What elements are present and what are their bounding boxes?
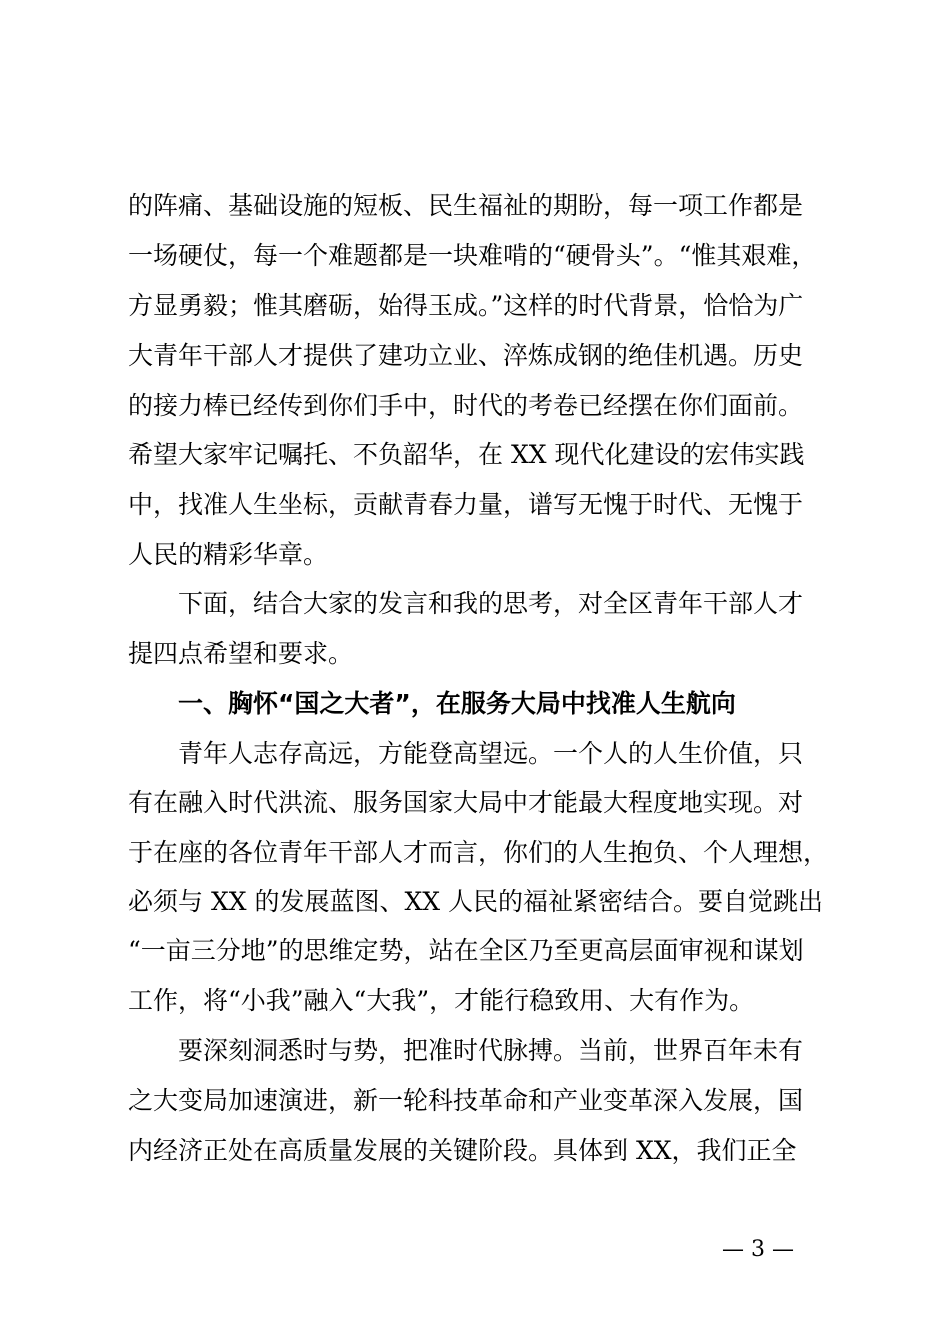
body-line-13: 有在融入时代洪流、服务国家大局中才能最大程度地实现。对 bbox=[128, 788, 804, 817]
body-line-9: 下面，结合大家的发言和我的思考，对全区青年干部人才 bbox=[178, 589, 804, 618]
body-line-12: 青年人志存高远，方能登高望远。一个人的人生价值，只 bbox=[178, 739, 804, 768]
body-line-16: “一亩三分地”的思维定势，站在全区乃至更高层面审视和谋划 bbox=[128, 936, 804, 965]
body-line-6: 希望大家牢记嘱托、不负韶华，在 XX 现代化建设的宏伟实践 bbox=[128, 440, 805, 469]
body-line-1: 的阵痛、基础设施的短板、民生福祉的期盼，每一项工作都是 bbox=[128, 191, 804, 220]
body-line-2: 一场硬仗，每一个难题都是一块难啃的“硬骨头”。“惟其艰难， bbox=[128, 241, 817, 270]
body-line-5: 的接力棒已经传到你们手中，时代的考卷已经摆在你们面前。 bbox=[128, 391, 804, 420]
body-line-17: 工作，将“小我”融入“大我”，才能行稳致用、大有作为。 bbox=[128, 986, 755, 1015]
body-line-7: 中，找准人生坐标，贡献青春力量，谱写无愧于时代、无愧于 bbox=[128, 490, 804, 519]
section-heading: 一、胸怀“国之大者”，在服务大局中找准人生航向 bbox=[178, 689, 736, 718]
body-line-3: 方显勇毅；惟其磨砺，始得玉成。”这样的时代背景，恰恰为广 bbox=[128, 291, 804, 320]
body-line-8: 人民的精彩华章。 bbox=[128, 540, 329, 569]
page-number: — 3 — bbox=[722, 1237, 794, 1262]
body-line-18: 要深刻洞悉时与势，把准时代脉搏。当前，世界百年未有 bbox=[178, 1036, 804, 1065]
body-line-4: 大青年干部人才提供了建功立业、淬炼成钢的绝佳机遇。历史 bbox=[128, 341, 804, 370]
body-line-15: 必须与 XX 的发展蓝图、XX 人民的福祉紧密结合。要自觉跳出 bbox=[128, 887, 824, 916]
body-line-14: 于在座的各位青年干部人才而言，你们的人生抱负、个人理想， bbox=[128, 838, 829, 867]
body-line-10: 提四点希望和要求。 bbox=[128, 639, 354, 668]
body-line-20: 内经济正处在高质量发展的关键阶段。具体到 XX，我们正全 bbox=[128, 1136, 797, 1165]
body-line-19: 之大变局加速演进，新一轮科技革命和产业变革深入发展，国 bbox=[128, 1086, 804, 1115]
